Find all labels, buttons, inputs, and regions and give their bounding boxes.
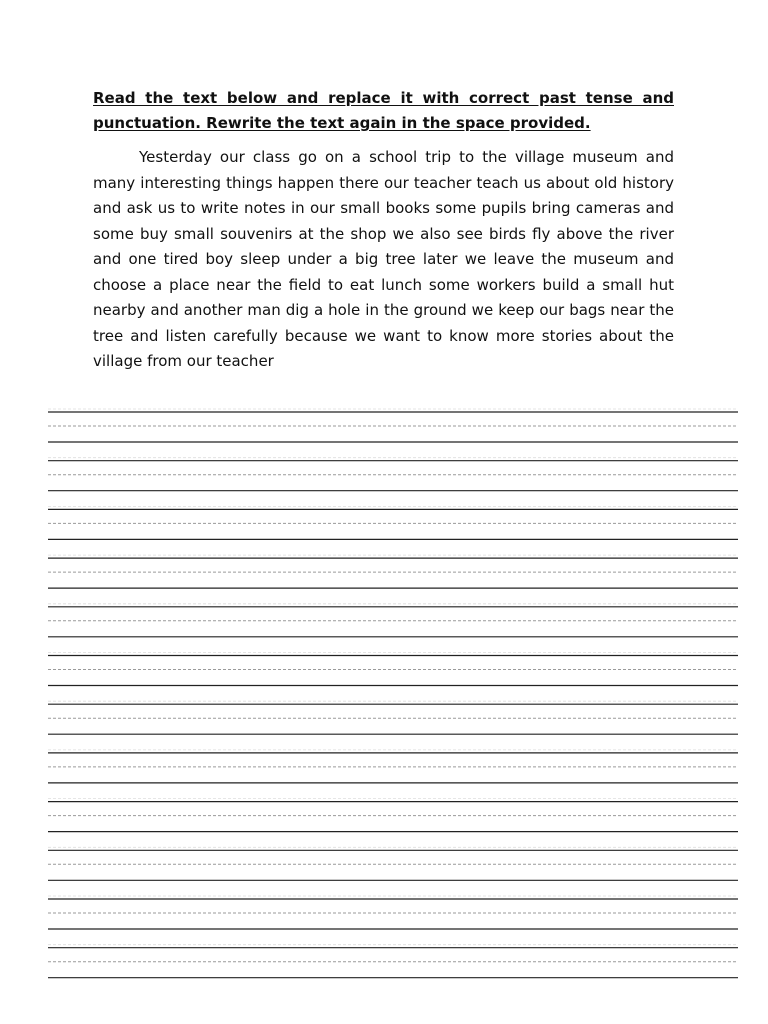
- passage-text: Yesterday our class go on a school trip to the village museum and many interesting things happen there our teacher teach us about old history and ask us to write notes in our small books some pupils bring cameras and some buy small souvenirs at the shop we also see birds fly above the river and one tired boy sleep under a big tree later we leave the museum and choose a place near the field to eat lunch some workers build a small hut nearby and another man dig a hole in the ground we keep our bags near the tree and listen carefully because we want to know more stories about the village from our teacher: [93, 148, 674, 370]
- handwriting-lines: [48, 402, 738, 987]
- handwriting-lines-area[interactable]: [48, 402, 738, 987]
- instruction-heading: Read the text below and replace it with correct past tense and punctuation. Rewrite the text again in the space provided.: [93, 89, 674, 132]
